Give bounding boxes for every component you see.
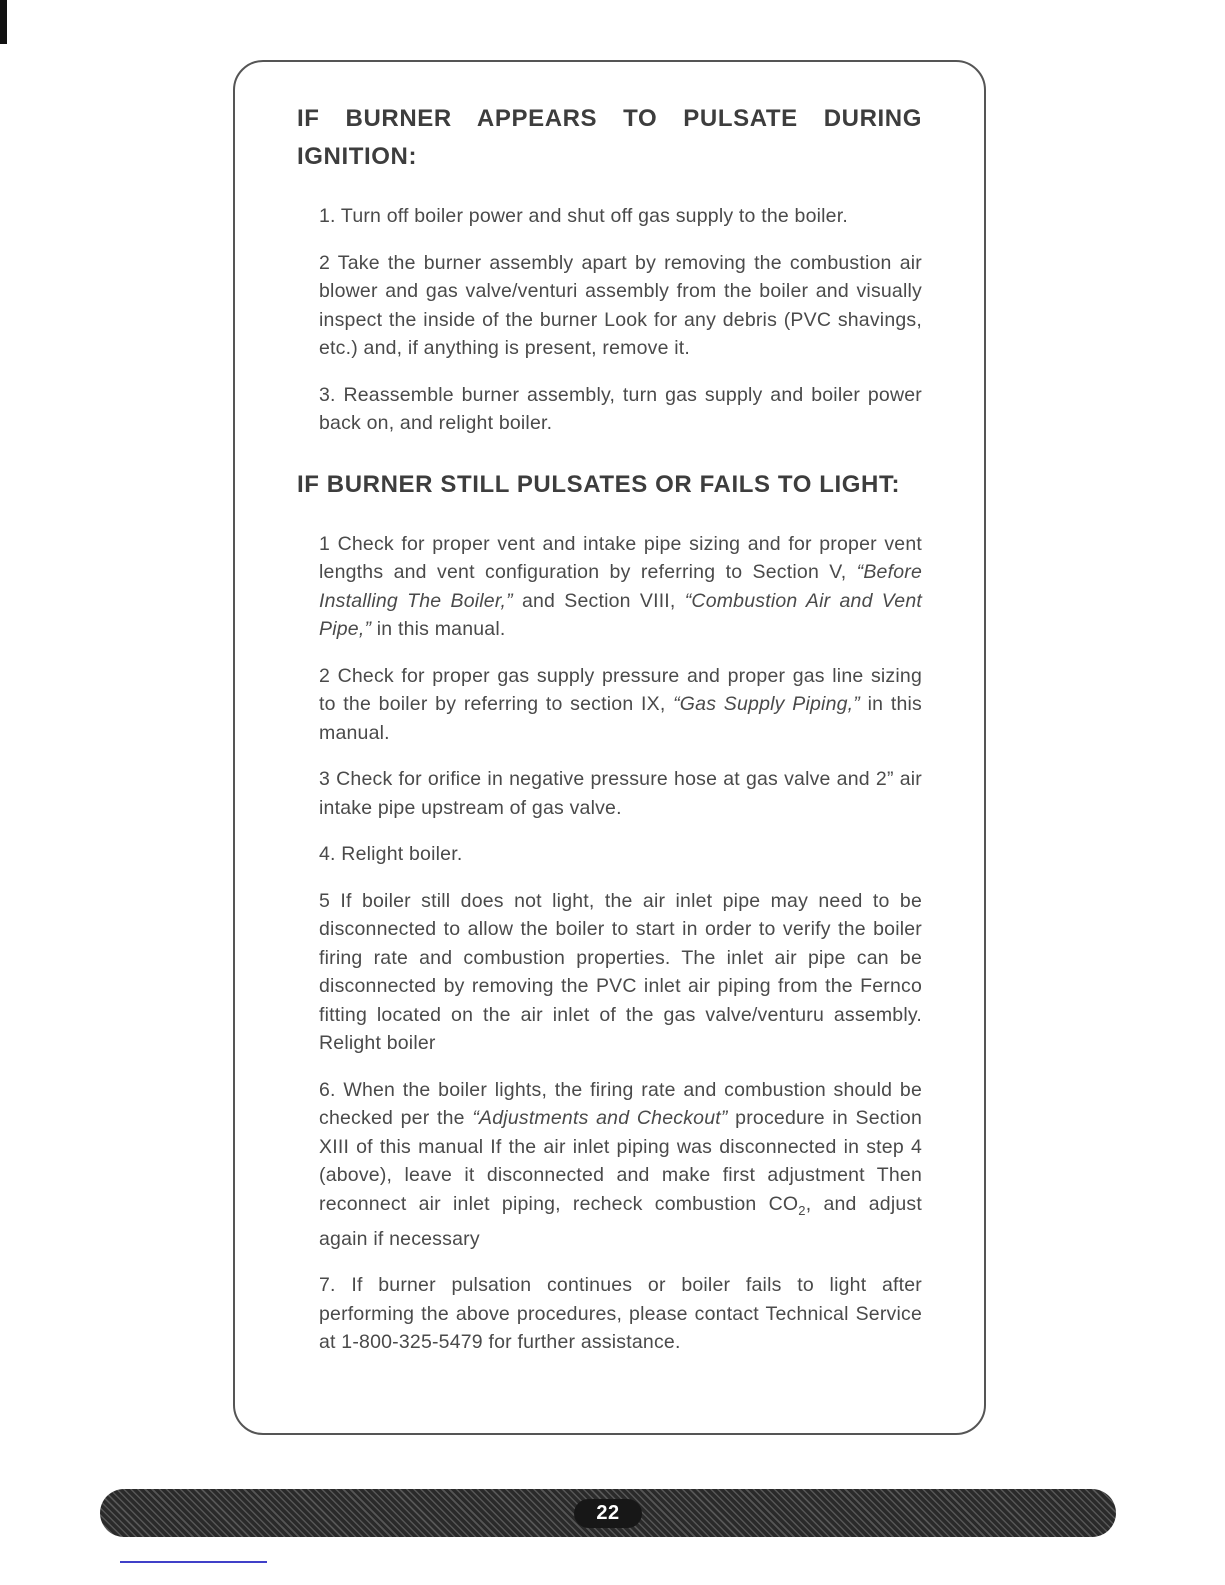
- paragraph: 1. Turn off boiler power and shut off gas supply to the boiler.: [319, 205, 848, 227]
- paragraph: 1 Check for proper vent and intake pipe sizing and for proper vent lengths and vent configuration by referring to Section V, “Before Installing The Boiler,” and Section VIII, “Combustion Air and Vent Pipe,” in this manual.: [319, 532, 922, 640]
- paragraph: 3. Reassemble burner assembly, turn gas supply and boiler power back on, and relight boiler.: [319, 383, 922, 434]
- paragraph: 3 Check for orifice in negative pressure hose at gas valve and 2” air intake pipe upstream of gas valve.: [319, 768, 922, 819]
- paragraph: 5 If boiler still does not light, the air inlet pipe may need to be disconnected to allow the boiler to start in order to verify the boiler firing rate and combustion properties. The inlet air pipe can be disconnected by removing the PVC inlet air piping from the Fernco fitting located on the air inlet of the gas valve/venturu assembly. Relight boiler: [319, 889, 922, 1054]
- scan-edge-artifact: [0, 0, 7, 44]
- page-number-pill: [574, 1499, 641, 1528]
- section-heading: IF BURNER STILL PULSATES OR FAILS TO LIGHT:: [297, 470, 901, 498]
- page-number: 22: [596, 1501, 620, 1524]
- sections-container: [297, 100, 922, 1357]
- paragraph: 4. Relight boiler.: [319, 843, 463, 865]
- section-heading: IF BURNER APPEARS TO PULSATE DURING IGNITION:: [297, 105, 922, 170]
- content-border-box: [233, 60, 986, 1435]
- paragraph: 2 Check for proper gas supply pressure and proper gas line sizing to the boiler by referring to section IX, “Gas Supply Piping,” in this manual.: [319, 664, 922, 744]
- paragraph: 7. If burner pulsation continues or boiler fails to light after performing the above procedures, please contact Technical Service at 1-800-325-5479 for further assistance.: [319, 1274, 922, 1354]
- footer-bar: [100, 1489, 1116, 1537]
- paragraph: 2 Take the burner assembly apart by removing the combustion air blower and gas valve/venturi assembly from the boiler and visually inspect the inside of the burner Look for any debris (PVC shavings, etc.) and, if anything is present, remove it.: [319, 251, 922, 359]
- link-underline-artifact: [120, 1561, 267, 1563]
- paragraph: 6. When the boiler lights, the firing rate and combustion should be checked per the “Adjustments and Checkout” procedure in Section XIII of this manual If the air inlet piping was disconnected in step 4 (above), leave it disconnected and make first adjustment Then reconnect air inlet piping, recheck combustion $CO_2$, and adjust again if necessary: [319, 1078, 923, 1250]
